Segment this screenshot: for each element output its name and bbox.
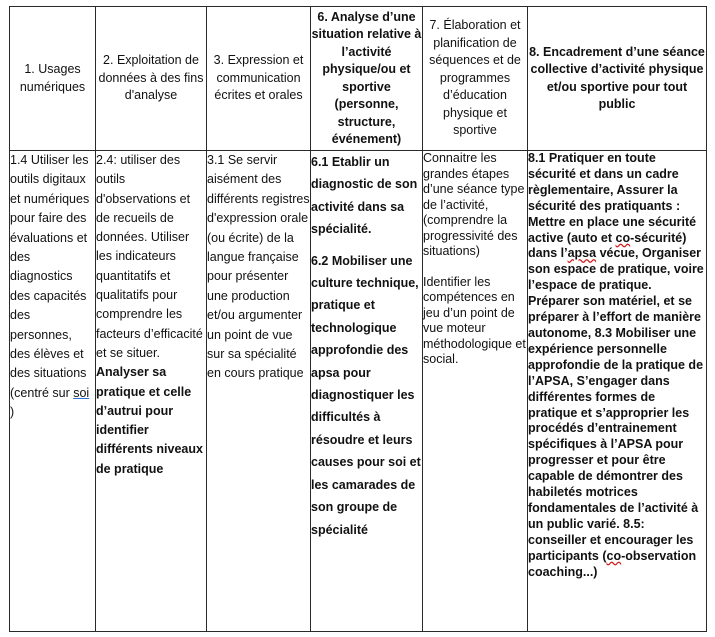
skills-table xyxy=(9,6,707,632)
usages-text-end: ) xyxy=(10,405,15,420)
cell-elaboration-planification xyxy=(423,151,528,632)
usages-underlined-word: soi xyxy=(73,385,90,400)
analyse-para-6-1: 6.1 Etablir un diagnostic de son activité dans sa spécialité. xyxy=(311,155,418,237)
exploitation-text: 2.4: utiliser des outils d'observations et de recueils de données. Utiliser les indicateurs quantitatifs et qualitatifs pour comprendre les facteurs d’efficacité et se situer. xyxy=(96,153,203,360)
encadrement-text-2: -sécurité) dans l’ xyxy=(528,230,687,261)
encadrement-text-1: 8.1 Pratiquer en toute sécurité et dans un cadre règlementaire, Assurer la sécurité des pratiquants : Mettre en place une sécurité active (auto et xyxy=(528,151,697,245)
usages-text: 1.4 Utiliser les outils digitaux et numériques pour faire des évaluations et des diagnostics des capacités des personnes, des élèves et des situations (centré sur xyxy=(10,153,90,400)
cell-expression-communication xyxy=(207,151,311,632)
encadrement-text-4: -observation coaching...) xyxy=(528,548,697,579)
header-expression-communication: 3. Expression et communication écrites et orales xyxy=(207,7,311,151)
elaboration-para-1: Connaitre les grandes étapes d’une séance type de l’activité, (comprendre la progressivité des situations) xyxy=(423,151,525,258)
expression-text: 3.1 Se servir aisément des différents registres d'expression orale (ou écrite) de la langue française pour présenter une production et/ou argumenter un point de vue sur sa spécialité en cours pratique xyxy=(207,153,310,381)
encadrement-spell-co-2: co xyxy=(606,548,622,563)
header-row xyxy=(10,7,707,151)
cell-analyse-situation xyxy=(311,151,423,632)
encadrement-text-3: vécue, Organiser son espace de pratique, voire l’espace de pratique. Préparer son matériel, et se préparer à l’effort de manière autonome, 8.3 Mobiliser une expérience personnelle approfondie de la pratique de l’APSA, S’engager dans différentes formes de pratique et s’approprier les procédés d’entrainement spécifiques à l’APSA pour progresser et pour être capable de démontrer des habiletés motrices fondamentales de l’activité à un public varié. 8.5: conseiller et encourager les participants ( xyxy=(528,246,704,563)
cell-encadrement-seance xyxy=(528,151,707,632)
analyse-para-6-2: 6.2 Mobiliser une culture technique, pratique et technologique approfondie des apsa pour diagnostiquer les difficultés à résoudre et leurs causes pour soi et les camarades de son groupe de spécialité xyxy=(311,253,421,537)
header-analyse-situation: 6. Analyse d’une situation relative à l’activité physique/ou et sportive (personne, structure, événement) xyxy=(311,7,423,151)
exploitation-bold-text: Analyser sa pratique et celle d’autrui pour identifier différents niveaux de pratique xyxy=(96,365,203,476)
cell-usages-numeriques xyxy=(10,151,96,632)
content-row xyxy=(10,151,707,632)
header-usages-numeriques: 1. Usages numériques xyxy=(10,7,96,151)
elaboration-para-2: Identifier les compétences en jeu d’un point de vue moteur méthodologique et social. xyxy=(423,274,526,366)
encadrement-spell-co-1: co xyxy=(615,230,631,245)
encadrement-spell-apsa: apsa xyxy=(567,246,597,261)
header-exploitation-donnees: 2. Exploitation de données à des fins d'analyse xyxy=(96,7,207,151)
header-encadrement-seance: 8. Encadrement d’une séance collective d’activité physique et/ou sportive pour tout public xyxy=(528,7,707,151)
header-elaboration-planification: 7. Élaboration et planification de séquences et de programmes d’éducation physique et sportive xyxy=(423,7,528,151)
cell-exploitation-donnees xyxy=(96,151,207,632)
